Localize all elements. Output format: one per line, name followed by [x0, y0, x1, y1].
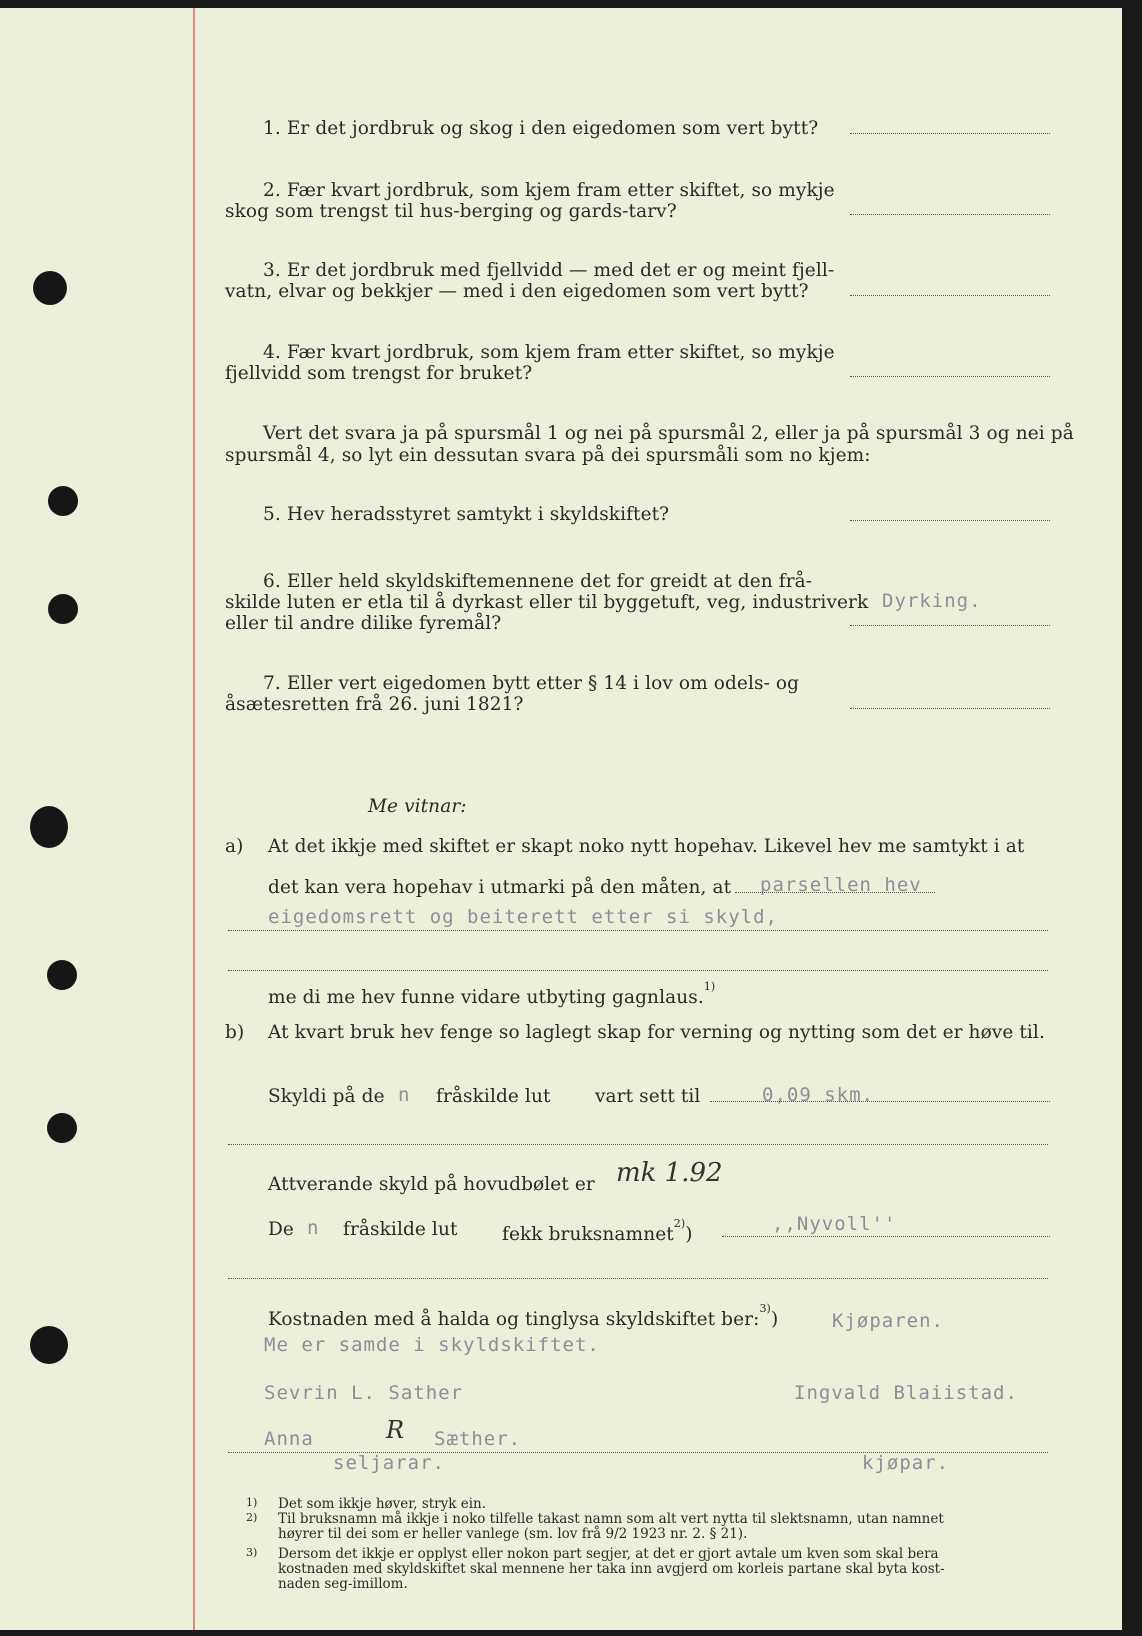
- signature-seller-2-surname: Sæther.: [434, 1428, 522, 1450]
- answer-line-7[interactable]: [850, 708, 1050, 709]
- kostnad-answer: Kjøparen.: [832, 1310, 944, 1332]
- question-1: 1. Er det jordbruk og skog i den eigedomen som vert bytt?: [263, 118, 819, 139]
- footnote-2-num: 2): [246, 1511, 258, 1524]
- question-2-line-1: 2. Fær kvart jordbruk, som kjem fram etter skiftet, so mykje: [263, 180, 835, 201]
- witness-heading: Me vitnar:: [368, 796, 467, 817]
- signature-seller-2-initial: R: [386, 1416, 405, 1444]
- question-4-line-1: 4. Fær kvart jordbruk, som kjem fram etter skiftet, so mykje: [263, 342, 835, 363]
- answer-line-bruksnamn-2[interactable]: [228, 1278, 1048, 1279]
- answer-line-3[interactable]: [850, 295, 1050, 296]
- witness-b-label: b): [225, 1022, 245, 1043]
- witness-a-answer-1: parsellen hev: [760, 874, 922, 896]
- skyld-label-c: vart sett til: [595, 1086, 701, 1107]
- skyld-answer: 0,09 skm.: [762, 1084, 874, 1106]
- margin-line: [193, 8, 195, 1630]
- signature-seller-2: Anna: [264, 1428, 314, 1450]
- de-label-b: fråskilde lut: [343, 1219, 458, 1240]
- footnote-3-line-2: kostnaden med skyldskiftet skal mennene her taka inn avgjerd om korleis partane skal byta kost‑: [278, 1561, 945, 1577]
- footnote-1-num: 1): [246, 1496, 258, 1509]
- footnote-3-line-1: Dersom det ikkje er opplyst eller nokon part segjer, at det er gjort avtale um kven som skal bera: [278, 1546, 939, 1562]
- punch-hole: [48, 594, 78, 624]
- punch-hole: [47, 960, 77, 990]
- answer-line-skyld-2[interactable]: [228, 1144, 1048, 1145]
- question-6-line-3: eller til andre dilike fyremål?: [225, 613, 502, 634]
- footnote-3-line-3: naden seg‑imillom.: [278, 1576, 408, 1592]
- question-3-line-1: 3. Er det jordbruk med fjellvidd — med det er og meint fjell‑: [263, 260, 835, 281]
- document-page: [0, 8, 1122, 1630]
- skyld-label-b: fråskilde lut: [436, 1086, 551, 1107]
- agreement-statement: Me er samde i skyldskiftet.: [264, 1334, 600, 1356]
- witness-a-line-2: det kan vera hopehav i utmarki på den måten, at: [268, 877, 732, 898]
- question-2-line-2: skog som trengst til hus‑berging og gards‑tarv?: [225, 201, 677, 222]
- skyld-label-a: Skyldi på de: [268, 1086, 385, 1107]
- witness-a-answer-2: eigedomsrett og beiterett etter si skyld,: [268, 906, 778, 928]
- footnote-2-line-1: Til bruksnamn må ikkje i noko tilfelle takast namn som alt vert nytta til slektsnamn, utan namnet: [278, 1511, 944, 1527]
- attverande-answer: mk 1.92: [616, 1158, 723, 1188]
- de-label-c: [502, 1219, 693, 1245]
- punch-hole: [33, 271, 67, 305]
- answer-line-skyld[interactable]: [710, 1101, 1050, 1102]
- answer-line-a1[interactable]: [735, 892, 935, 893]
- signature-seller-1: Sevrin L. Sather: [264, 1382, 464, 1404]
- de-label-c-text: fekk bruksnamnet: [502, 1224, 674, 1246]
- answer-6: Dyrking.: [882, 590, 982, 612]
- question-6-line-2: skilde luten er etla til å dyrkast eller til byggetuft, veg, industriverk: [225, 592, 869, 613]
- instruction-line-1: Vert det svara ja på spursmål 1 og nei på spursmål 2, eller ja på spursmål 3 og nei på: [263, 423, 1074, 444]
- question-3-line-2: vatn, elvar og bekkjer — med i den eigedomen som vert bytt?: [225, 281, 809, 302]
- kostnad-label-close: ): [770, 1309, 779, 1331]
- question-7-line-2: åsætesretten frå 26. juni 1821?: [225, 694, 524, 715]
- answer-line-bruksnamn[interactable]: [722, 1236, 1050, 1237]
- kostnad-label: [268, 1304, 778, 1330]
- footnote-ref-3: 3): [759, 1302, 771, 1315]
- footnote-ref-2: 2): [673, 1217, 686, 1230]
- footnote-1: Det som ikkje høver, stryk ein.: [278, 1496, 487, 1512]
- signature-buyer: Ingvald Blaiistad.: [794, 1382, 1018, 1404]
- instruction-line-2: spursmål 4, so lyt ein dessutan svara på dei spursmåli som no kjem:: [225, 445, 871, 466]
- footnote-3-num: 3): [246, 1546, 258, 1559]
- answer-line-6[interactable]: [850, 625, 1050, 626]
- question-5: 5. Hev heradsstyret samtykt i skyldskiftet?: [263, 504, 670, 525]
- bruksnamn-answer: ,,Nyvoll'': [772, 1213, 897, 1235]
- punch-hole: [30, 806, 68, 848]
- answer-line-a3[interactable]: [228, 970, 1048, 971]
- witness-a-line-4-text: me di me hev funne vidare utbyting gagnlaus.: [268, 987, 704, 1009]
- question-7-line-1: 7. Eller vert eigedomen bytt etter § 14 i lov om odels‑ og: [263, 673, 800, 694]
- punch-hole: [47, 1113, 77, 1143]
- role-sellers: seljarar.: [333, 1452, 445, 1474]
- witness-a-line-1: At det ikkje med skiftet er skapt noko nytt hopehav. Likevel hev me samtykt i at: [268, 836, 1025, 857]
- question-6-line-1: 6. Eller held skyldskiftemennene det for greidt at den frå‑: [263, 571, 813, 592]
- answer-line-2[interactable]: [850, 214, 1050, 215]
- witness-a-label: a): [225, 836, 244, 857]
- witness-a-line-4: [268, 982, 715, 1008]
- attverande-label: Attverande skyld på hovudbølet er: [268, 1174, 595, 1195]
- answer-line-1[interactable]: [850, 133, 1050, 134]
- skyld-n: n: [398, 1084, 411, 1106]
- punch-hole: [48, 486, 78, 516]
- de-label-c-close: ): [685, 1224, 693, 1246]
- punch-hole: [30, 1326, 68, 1364]
- footnote-2-line-2: høyrer til dei som er heller vanlege (sm. lov frå 9/2 1923 nr. 2. § 21).: [278, 1526, 748, 1542]
- answer-line-5[interactable]: [850, 520, 1050, 521]
- answer-line-4[interactable]: [850, 376, 1050, 377]
- question-4-line-2: fjellvidd som trengst for bruket?: [225, 363, 533, 384]
- de-n: n: [307, 1217, 320, 1239]
- kostnad-label-text: Kostnaden med å halda og tinglysa skyldskiftet ber:: [268, 1309, 760, 1331]
- footnote-ref-1: 1): [703, 980, 716, 993]
- de-label: De: [268, 1219, 294, 1240]
- answer-line-a2[interactable]: [228, 930, 1048, 931]
- role-buyer: kjøpar.: [862, 1452, 950, 1474]
- witness-b-line-1: At kvart bruk hev fenge so laglegt skap for verning og nytting som det er høve til.: [268, 1022, 1045, 1043]
